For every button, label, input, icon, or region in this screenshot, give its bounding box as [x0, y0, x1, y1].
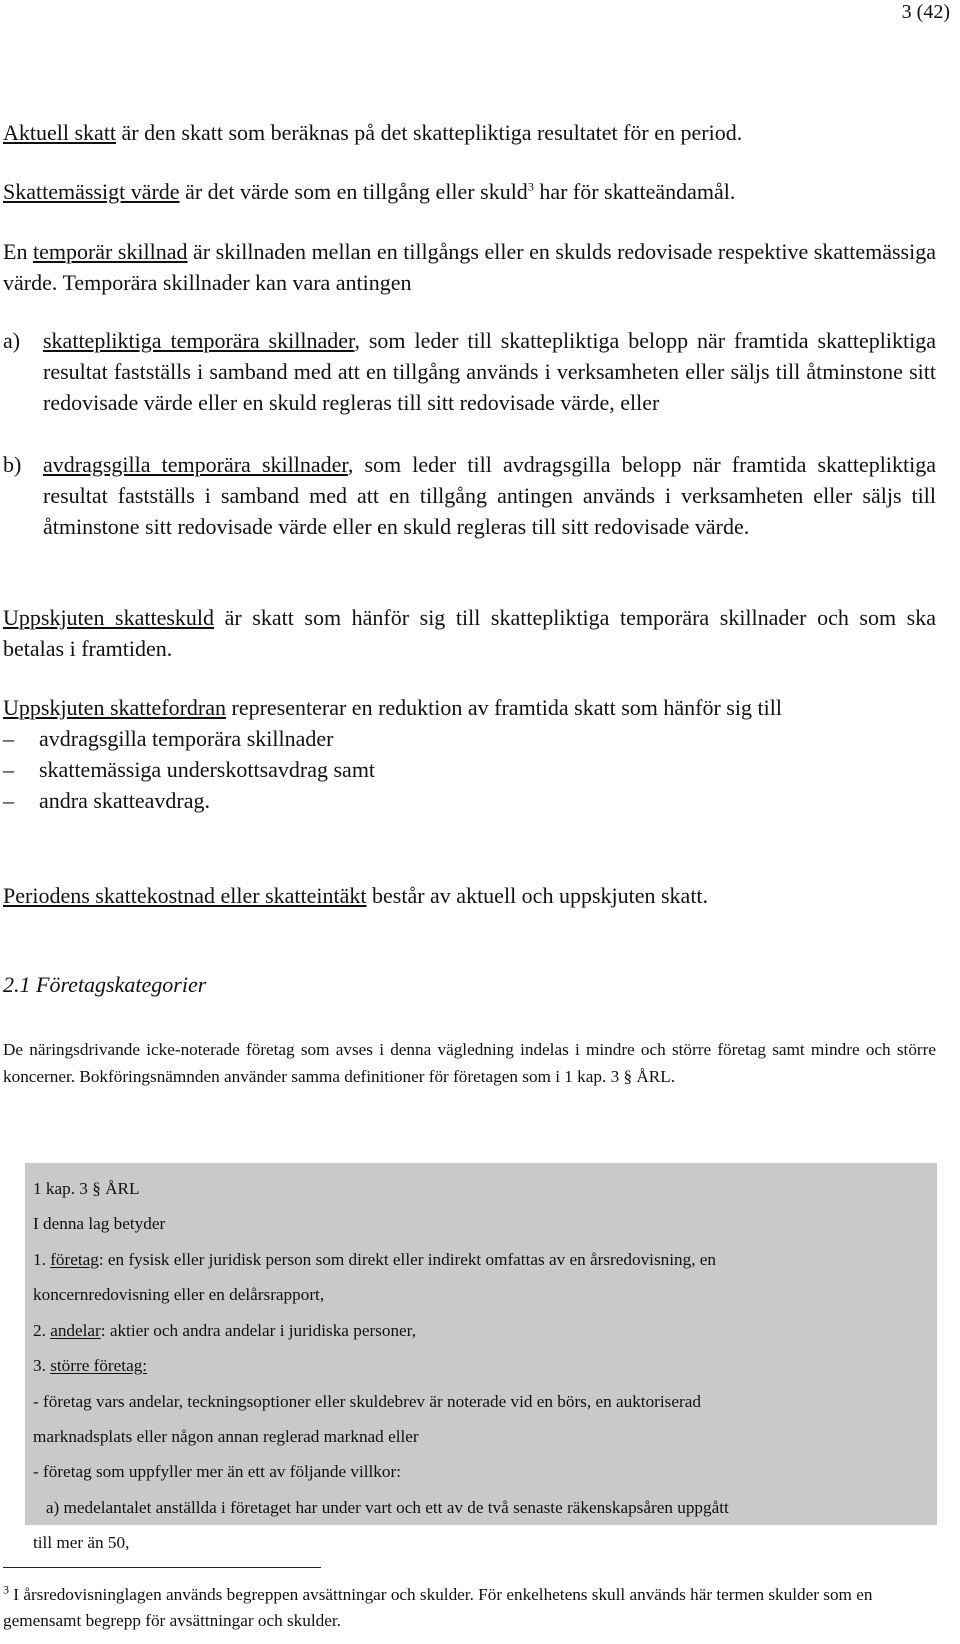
list-text [43, 449, 936, 542]
dash-list-item [3, 754, 375, 785]
definition-temporar-skillnad [3, 236, 936, 298]
defined-term: avdragsgilla temporära skillnader [43, 452, 348, 477]
definition-aktuell-skatt [3, 117, 936, 148]
defined-term: andelar [50, 1321, 101, 1340]
definition-uppskjuten-skattefordran [3, 692, 936, 723]
quote-line [33, 1317, 416, 1344]
footnote-text: I årsredovisninglagen används begreppen avsättningar och skulder. För enkelhetens skull används här termen skulder som en gemensamt begrepp för avsättningar och skulder. [3, 1585, 873, 1630]
item-number: 2. [33, 1321, 51, 1340]
item-number: 3. [33, 1356, 51, 1375]
definition-text: är skatt som hänför sig till skattepliktiga temporära skillnader och som ska betalas i framtiden. [3, 605, 936, 661]
footnote-reference: 3 [527, 179, 534, 194]
definition-text: är den skatt som beräknas på det skattepliktiga resultatet för en period. [116, 120, 743, 145]
defined-term: skattepliktiga temporära skillnader [43, 328, 355, 353]
definition-text: består av aktuell och uppskjuten skatt. [366, 883, 709, 908]
definition-uppskjuten-skatteskuld [3, 602, 936, 664]
dash-item-text: skattemässiga underskottsavdrag samt [39, 757, 376, 782]
defined-term: temporär skillnad [32, 239, 188, 264]
quote-line: I denna lag betyder [33, 1214, 166, 1233]
definition-prefix: En [3, 239, 33, 264]
dash-list-item [3, 785, 210, 816]
definition-text: representerar en reduktion av framtida skatt som hänför sig till [226, 695, 782, 720]
dash-item-text: avdragsgilla temporära skillnader [39, 726, 334, 751]
definition-text: , som leder till skattepliktiga belopp när framtida skattepliktiga resultat fastställs i samband med att en tillgång används i verksamheten eller säljs till åtminstone sitt redovisade värde eller en skuld regleras till sitt redovisade värde, eller [43, 328, 936, 415]
page-number: 3 (42) [901, 1, 950, 23]
dash-marker: – [3, 788, 14, 813]
defined-term: Periodens skattekostnad eller skatteintäkt [3, 883, 367, 908]
dash-item-text: andra skatteavdrag. [39, 788, 211, 813]
definition-text: : en fysisk eller juridisk person som direkt eller indirekt omfattas av en årsredovisning, en [98, 1250, 717, 1269]
defined-term: Uppskjuten skatteskuld [3, 605, 215, 630]
definition-text: har för skatteändamål. [533, 179, 736, 204]
dash-marker: – [3, 757, 14, 782]
defined-term: Skattemässigt värde [3, 179, 180, 204]
definition-periodens-skattekostnad [3, 880, 936, 911]
item-number: 1. [33, 1250, 51, 1269]
quote-line: a) medelantalet anställda i företaget har under vart och ett av de två senaste räkenskapsåren uppgått [33, 1498, 729, 1517]
list-item-a [3, 325, 936, 418]
defined-term: Uppskjuten skattefordran [3, 695, 226, 720]
dash-list-item [3, 723, 333, 754]
quote-line [33, 1246, 716, 1273]
law-quote-box [25, 1163, 937, 1552]
list-item-b [3, 449, 936, 542]
footnote-number: 3 [3, 1582, 9, 1597]
footnote-divider [3, 1567, 321, 1568]
list-marker: a) [3, 328, 21, 353]
defined-term: större företag: [50, 1356, 148, 1375]
definition-text: , som leder till avdragsgilla belopp när framtida skattepliktiga resultat fastställs i samband med att en tillgång antingen används i verksamheten eller säljs till åtminstone sitt redovisade värde eller en skuld regleras till sitt redovisade värde. [43, 452, 937, 539]
definition-text: : aktier och andra andelar i juridiska personer, [100, 1321, 417, 1340]
quote-line: till mer än 50, [33, 1533, 130, 1552]
quote-line: koncernredovisning eller en delårsrapport, [33, 1285, 325, 1304]
quote-line: 1 kap. 3 § ÅRL [33, 1179, 140, 1198]
quote-line: - företag vars andelar, teckningsoptioner eller skuldebrev är noterade vid en börs, en auktoriserad [33, 1392, 701, 1411]
dash-marker: – [3, 726, 14, 751]
definition-text: är det värde som en tillgång eller skuld [179, 179, 528, 204]
definition-text: är skillnaden mellan en tillgångs eller en skulds redovisade respektive skattemässiga värde. Temporära skillnader kan vara antingen [3, 239, 936, 295]
defined-term: Aktuell skatt [3, 120, 117, 145]
quote-line [33, 1352, 147, 1379]
defined-term: företag [50, 1250, 99, 1269]
section-text: De näringsdrivande icke-noterade företag som avses i denna vägledning indelas i mindre och större företag samt mindre och större koncerner. Bokföringsnämnden använder samma definitioner för företagen som i 1 kap. 3 § ÅRL. [3, 1040, 936, 1086]
quote-line: marknadsplats eller någon annan reglerad marknad eller [33, 1427, 419, 1446]
list-marker: b) [3, 452, 22, 477]
list-text [43, 325, 936, 418]
section-heading: 2.1 Företagskategorier [3, 972, 207, 997]
definition-skattemassigt-varde [3, 176, 936, 207]
footnote [3, 1582, 940, 1634]
quote-line: - företag som uppfyller mer än ett av följande villkor: [33, 1462, 401, 1481]
